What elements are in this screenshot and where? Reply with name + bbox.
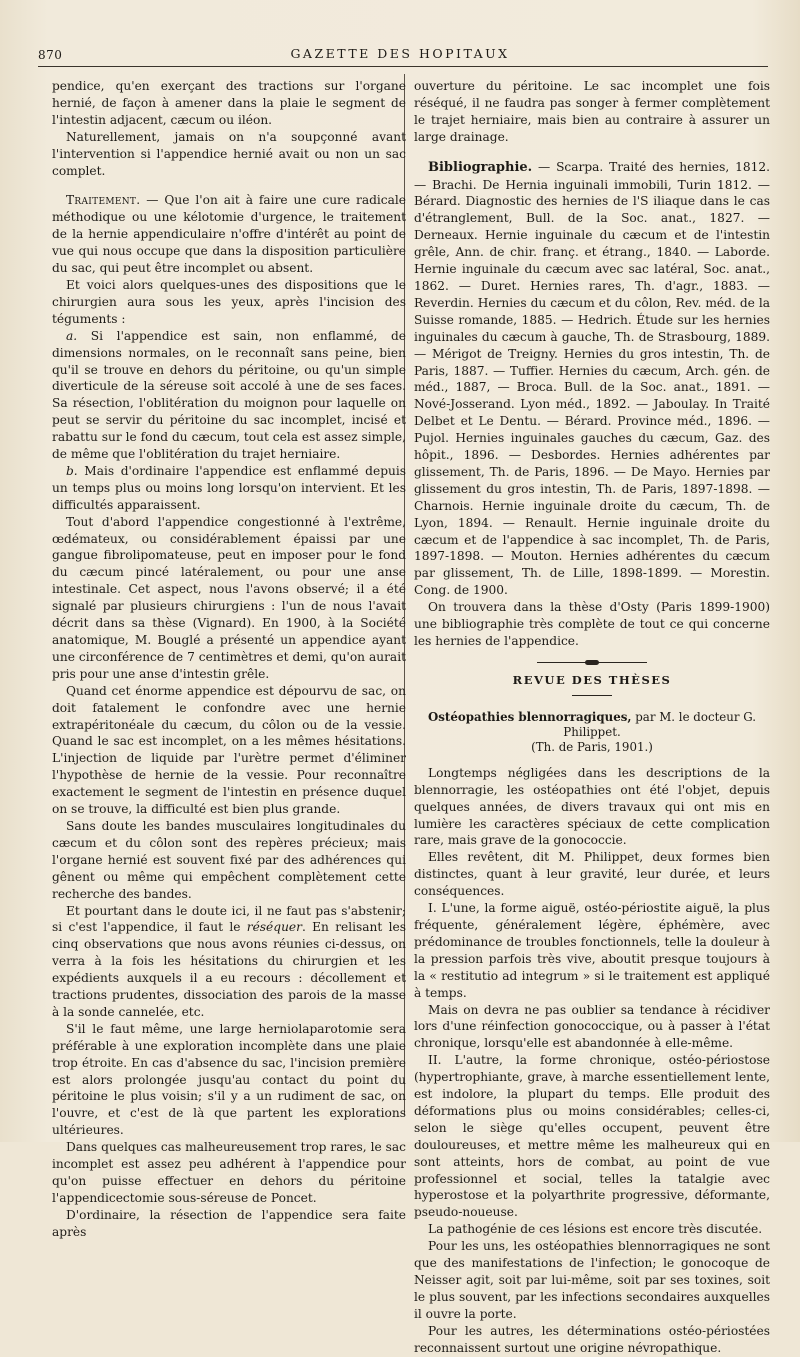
paragraph-resection bbox=[52, 903, 406, 1021]
bibliography-label: Bibliographie. bbox=[428, 159, 533, 175]
section-underline bbox=[572, 695, 612, 696]
paragraph: Mais on devra ne pas oublier sa tendance à récidiver lors d'une réinfection gonococcique, ou à passer à l'état chronique, lorsqu'elle est abandonnée à elle-même. bbox=[414, 1002, 770, 1051]
right-column bbox=[414, 78, 770, 1357]
item-text-a: Si l'appendice est sain, non enflammé, de dimensions normales, on le reconnaît sans peine, bien qu'il se trouve en dehors du péritoine, ou qu'un simple diverticule de la séreuse soit accolé à une de ses faces. Sa résection, l'oblitération du moignon pour laquelle on peut se servir du péritoine du sac incomplet, incisé et rabattu sur le fond du cæcum, tout cela est assez simple, de même que l'oblitération du trajet herniaire. bbox=[52, 328, 406, 462]
text-run: Et pourtant dans le doute ici, il ne faut pas s'abstenir; si c'est l'appendice, il faut le bbox=[52, 903, 406, 935]
paragraph: D'ordinaire, la résection de l'appendice sera faite après bbox=[52, 1207, 406, 1239]
traitement-text: — Que l'on ait à faire une cure radicale méthodique ou une kélotomie d'urgence, le traitement de la hernie appendiculaire n'offre d'intérêt au point de vue qui nous occupe que dans la disposition particulière du sac, qui peut être incomplet ou absent. bbox=[52, 193, 406, 276]
paragraph: La pathogénie de ces lésions est encore très discutée. bbox=[428, 1222, 763, 1237]
paragraph: I. L'une, la forme aiguë, ostéo-périostite aiguë, la plus fréquente, généralement légère, éphémère, avec prédominance de troubles fonctionnels, telle la douleur à la pression parfois très vive, aboutit presque toujours à la « restitutio ad integrum » si le traitement est appliqué à temps. bbox=[414, 901, 770, 1000]
review-author: par M. le docteur G. Philippet. bbox=[563, 709, 757, 739]
item-label-a: a. bbox=[66, 328, 78, 343]
paragraph: S'il le faut même, une large herniolaparotomie sera préférable à une exploration incomplète dans une plaie trop étroite. En cas d'absence du sac, l'incision première est alors prolongée jusqu'au contact du point du péritoine le plus voisin; s'il y a un rudiment de sac, on l'ouvre, et c'est de là que partent les explorations ultérieures. bbox=[52, 1021, 406, 1138]
item-text-b: Mais d'ordinaire l'appendice est enflammé depuis un temps plus ou moins long lorsqu'on intervient. Et les difficultés apparaissent. bbox=[52, 463, 406, 512]
paragraph: Elles revêtent, dit M. Philippet, deux formes bien distinctes, quant à leur gravité, leur durée, et leurs conséquences. bbox=[414, 850, 770, 899]
paragraph: pendice, qu'en exerçant des tractions sur l'organe hernié, de façon à amener dans la plaie le segment de l'intestin adjacent, cæcum ou iléon. bbox=[52, 79, 406, 127]
paragraph: Longtemps négligées dans les descriptions de la blennorragie, les ostéopathies ont été l'objet, depuis quelques années, de divers travaux qui ont mis en lumière les caractères spéciaux de cette complication rare, mais grave de la gonococcie. bbox=[414, 765, 770, 848]
paragraph: Pour les autres, les déterminations ostéo-périostées reconnaissent surtout une origine névropathique. bbox=[414, 1323, 770, 1355]
traitement-label: Traitement. bbox=[66, 193, 141, 208]
paragraph: Pour les uns, les ostéopathies blennorragiques ne sont que des manifestations de l'infection; le gonocoque de Neisser agit, soit par lui-même, soit par ses toxines, soit le plus souvent, par les infections secondaires auxquelles il ouvre la porte. bbox=[414, 1239, 770, 1321]
text-run: . En relisant les cinq observations que nous avons réunies ci-dessus, on verra à la fois les hésitations du chirurgien et les expédients auxquels il a eu recours : décollement et tractions prudentes, dissociation des parois de la masse à la sonde cannelée, etc. bbox=[52, 920, 406, 1019]
paragraph: ouverture du péritoine. Le sac incomplet une fois réséqué, il ne faudra pas songer à fermer complètement le trajet herniaire, mais bien au contraire à assurer un large drainage. bbox=[414, 79, 770, 144]
running-title: GAZETTE DES HOPITAUX bbox=[290, 46, 510, 61]
section-title: REVUE DES THÈSES bbox=[512, 672, 672, 687]
review-source: (Th. de Paris, 1901.) bbox=[531, 739, 653, 754]
review-heading bbox=[414, 710, 770, 755]
bibliography bbox=[414, 159, 770, 600]
review-title: Ostéopathies blennorragiques, bbox=[427, 709, 632, 724]
paragraph: Sans doute les bandes musculaires longitudinales du cæcum et du côlon sont des repères précieux; mais l'organe hernié est souvent fixé par des adhérences qui gênent ou même qui empêchent complètement cette recherche des bandes. bbox=[52, 818, 406, 901]
bibliography-text: — Scarpa. Traité des hernies, 1812. — Brachi. De Hernia inguinali immobili, Turin 1812. — Bérard. Diagnostic des hernies de l'S iliaque dans le cas d'étranglement, Bull. de la Soc. anat., 1827. — Derneaux. Hernie inguinale du cæcum et de l'intestin grêle, Ann. de chir. franç. et étrang., 1840. — Laborde. Hernie inguinale du cæcum avec sac latéral, Soc. anat., 1862. — Duret. Hernies rares, Th. d'agr., 1883. — Reverdin. Hernies du cæcum et du côlon, Rev. méd. de la Suisse romande, 1885. — Hedrich. Étude sur les hernies inguinales du cæcum à gauche, Th. de Strasbourg, 1889. — Mérigot de Treigny. Hernies du gros intestin, Th. de Paris, 1887. — Tuffier. Hernies du cæcum, Arch. gén. de méd., 1887, — Broca. Bull. de la Soc. anat., 1891. — Nové-Josserand. Lyon méd., 1892. — Jaboulay. In Traité Delbet et Le Dentu. — Bérard. Province méd., 1896. — Pujol. Hernies inguinales gauches du cæcum, Gaz. des hôpit., 1896. — Desbordes. Hernies adhérentes par glissement, Th. de Paris, 1896. — De Mayo. Hernies par glissement du gros intestin, Th. de Paris, 1897-1898. — Charnois. Hernie inguinale droite du cæcum, Th. de Lyon, 1894. — Renault. Hernie inguinale droite du cæcum et de l'appendice à sac incomplet, Th. de Paris, 1897-1898. — Mouton. Hernies adhérentes du cæcum par glissement, Th. de Lille, 1898-1899. — Morestin. Cong. de 1900. bbox=[414, 159, 770, 598]
paragraph: On trouvera dans la thèse d'Osty (Paris 1899-1900) une bibliographie très complète de tout ce qui concerne les hernies de l'appendice. bbox=[414, 600, 770, 648]
paragraph: Dans quelques cas malheureusement trop rares, le sac incomplet est assez peu adhérent à l'appendice pour qu'on puisse effectuer en dehors du péritoine l'appendicectomie sous-séreuse de Poncet. bbox=[52, 1140, 406, 1205]
header-rule bbox=[38, 66, 768, 67]
page-header bbox=[0, 46, 800, 68]
paragraph-b bbox=[52, 463, 406, 514]
paragraph: Naturellement, jamais on n'a soupçonné avant l'intervention si l'appendice hernié avait ou non un sac complet. bbox=[52, 129, 406, 178]
paragraph-a bbox=[52, 328, 406, 463]
emphasis: réséquer bbox=[246, 920, 302, 935]
paragraph: Quand cet énorme appendice est dépourvu de sac, on doit fatalement le confondre avec une hernie extrapéritonéale du cæcum, du côlon ou de la vessie. Quand le sac est incomplet, on a les mêmes hésitations. L'injection de liquide par l'urètre permet d'éliminer l'hypothèse de hernie de la vessie. Pour reconnaître exactement le segment de l'intestin en présence duquel on se trouve, la difficulté est bien plus grande. bbox=[52, 683, 406, 817]
page-number: 870 bbox=[38, 48, 63, 62]
section-ornament-rule bbox=[537, 660, 647, 666]
item-label-b: b. bbox=[66, 463, 78, 478]
paragraph: II. L'autre, la forme chronique, ostéo-périostose (hypertrophiante, grave, à marche essentiellement lente, est indolore, la plupart du temps. Elle produit des déformations plus ou moins considérables; celles-ci, selon le siège qu'elles occupent, peuvent être douloureuses, et mettre même les malheureux qui en sont atteints, hors de combat, au point de vue professionnel et social, telles la tatalgie avec hyperostose et la polyarthrite progressive, déformante, pseudo-noueuse. bbox=[414, 1053, 770, 1220]
paragraph: Et voici alors quelques-unes des dispositions que le chirurgien aura sous les yeux, après l'incision des téguments : bbox=[52, 277, 406, 326]
left-column bbox=[52, 78, 406, 1241]
paragraph-traitement bbox=[52, 192, 406, 277]
paragraph: Tout d'abord l'appendice congestionné à l'extrême, œdémateux, ou considérablement épaissi par une gangue fibrolipomateuse, peut en imposer pour le fond du cæcum pincé latéralement, ou pour une anse intestinale. Cet aspect, nous l'avons observé; il a été signalé par plusieurs chirurgiens : l'un de nous l'avait décrit dans sa thèse (Vignard). En 1900, à la Société anatomique, M. Bouglé a présenté un appendice ayant une circonférence de 7 centimètres et demi, qu'on aurait pris pour une anse d'intestin grêle. bbox=[52, 514, 406, 681]
